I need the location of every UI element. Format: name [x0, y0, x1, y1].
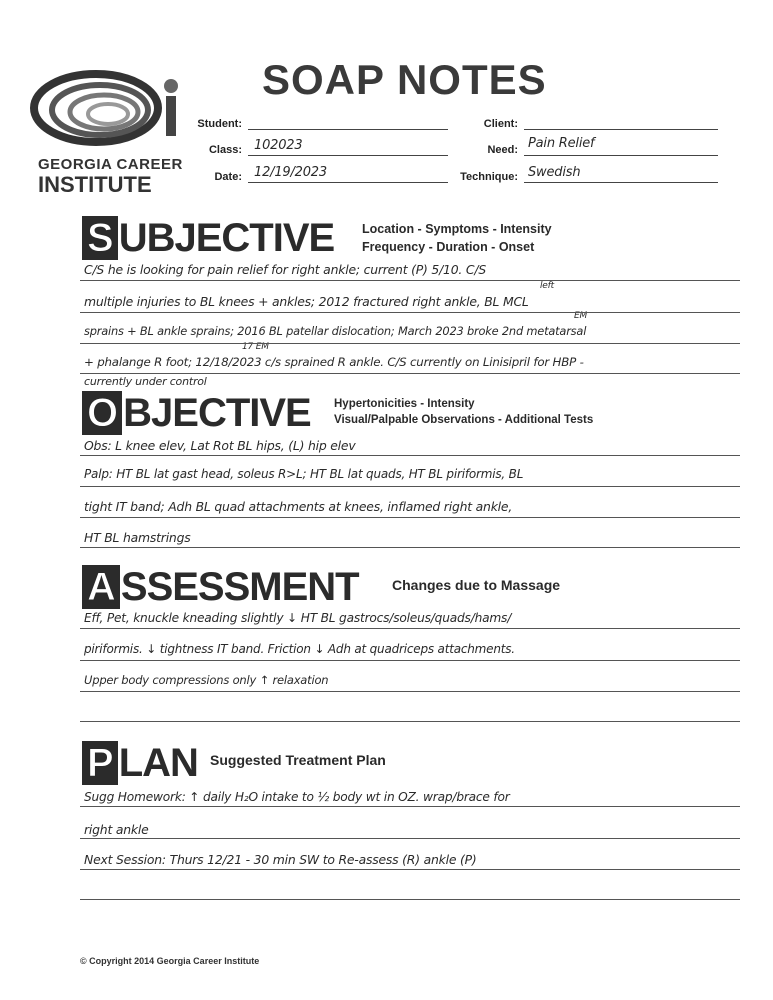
logo-spiral-icon [30, 66, 190, 156]
logo-text-line1: GEORGIA CAREER [38, 156, 183, 173]
objective-line-1: Obs: L knee elev, Lat Rot BL hips, (L) hip elev [84, 438, 356, 453]
subjective-rule-2 [80, 312, 740, 313]
client-label: Client: [483, 118, 518, 130]
plan-heading [82, 741, 198, 786]
subjective-sub1: Location - Symptoms - Intensity [362, 222, 552, 236]
technique-field[interactable] [524, 181, 718, 183]
need-label: Need: [487, 144, 518, 156]
subjective-rest: UBJECTIVE [118, 216, 335, 260]
objective-rule-1 [80, 455, 740, 456]
subjective-annotation-left: left [540, 281, 554, 291]
copyright-text: Copyright 2014 Georgia Career Institute [89, 956, 260, 966]
subjective-rule-1 [80, 280, 740, 281]
date-field[interactable] [248, 181, 448, 183]
class-label: Class: [208, 144, 242, 156]
assessment-rule-4 [80, 721, 740, 722]
objective-sub1: Hypertonicities - Intensity [334, 398, 475, 410]
assessment-line-1: Eff, Pet, knuckle kneading slightly ↓ HT BL gastrocs/soleus/quads/hams/ [84, 611, 512, 625]
assessment-line-2: piriformis. ↓ tightness IT band. Friction ↓ Adh at quadriceps attachments. [84, 642, 515, 656]
date-label: Date: [214, 171, 242, 183]
plan-rule-3 [80, 869, 740, 870]
objective-rule-2 [80, 486, 740, 487]
student-field[interactable] [248, 128, 448, 130]
plan-rule-2 [80, 838, 740, 839]
client-field[interactable] [524, 128, 718, 130]
class-field[interactable] [248, 154, 448, 156]
assessment-cap: A [82, 565, 120, 609]
objective-line-3: tight IT band; Adh BL quad attachments at knees, inflamed right ankle, [84, 499, 513, 514]
objective-rule-4 [80, 547, 740, 548]
assessment-rest: SSESSMENT [120, 565, 359, 609]
subjective-cap: S [82, 216, 118, 260]
plan-rule-1 [80, 806, 740, 807]
plan-sub1: Suggested Treatment Plan [210, 752, 386, 768]
plan-rule-4 [80, 899, 740, 900]
date-value: 12/19/2023 [254, 165, 327, 180]
class-value: 102023 [254, 138, 303, 153]
subjective-heading [82, 216, 334, 261]
objective-rest: BJECTIVE [123, 391, 311, 435]
logo-text-line2: INSTITUTE [38, 172, 152, 197]
subjective-line-3: sprains + BL ankle sprains; 2016 BL patellar dislocation; March 2023 broke 2nd metatarsal [84, 324, 587, 338]
plan-cap: P [82, 741, 118, 785]
plan-line-2: right ankle [84, 822, 149, 837]
assessment-rule-2 [80, 660, 740, 661]
objective-rule-3 [80, 517, 740, 518]
copyright [80, 956, 259, 966]
technique-label: Technique: [460, 171, 518, 183]
objective-cap: O [82, 391, 122, 435]
objective-heading [82, 391, 311, 436]
assessment-heading [82, 565, 359, 610]
document-title: SOAP NOTES [262, 56, 547, 103]
need-value: Pain Relief [528, 136, 595, 151]
subjective-rule-4 [80, 373, 740, 374]
assessment-rule-1 [80, 628, 740, 629]
assessment-line-3: Upper body compressions only ↑ relaxation [84, 673, 329, 687]
subjective-line-5: currently under control [84, 375, 207, 388]
subjective-line-1: C/S he is looking for pain relief for right ankle; current (P) 5/10. C/S [84, 262, 486, 277]
assessment-rule-3 [80, 691, 740, 692]
copyright-icon: © [80, 956, 87, 966]
plan-line-3: Next Session: Thurs 12/21 - 30 min SW to Re-assess (R) ankle (P) [84, 852, 477, 867]
objective-sub2: Visual/Palpable Observations - Additional Tests [334, 414, 594, 426]
subjective-rule-3 [80, 343, 740, 344]
technique-value: Swedish [528, 165, 581, 180]
subjective-annotation-17em: 17 EM [242, 342, 269, 352]
objective-line-4: HT BL hamstrings [84, 530, 191, 545]
need-field[interactable] [524, 154, 718, 156]
student-label: Student: [197, 118, 242, 130]
subjective-line-2: multiple injuries to BL knees + ankles; 2012 fractured right ankle, BL MCL [84, 294, 529, 309]
subjective-sub2: Frequency - Duration - Onset [362, 240, 535, 254]
plan-rest: LAN [118, 741, 198, 785]
plan-line-1: Sugg Homework: ↑ daily H₂O intake to ½ body wt in OZ. wrap/brace for [84, 790, 510, 804]
subjective-annotation-em: EM [574, 311, 588, 321]
subjective-line-4: + phalange R foot; 12/18/2023 c/s sprained R ankle. C/S currently on Linisipril for HBP - [84, 355, 584, 369]
assessment-sub1: Changes due to Massage [392, 577, 561, 593]
objective-line-2: Palp: HT BL lat gast head, soleus R>L; HT BL lat quads, HT BL piriformis, BL [84, 467, 524, 481]
